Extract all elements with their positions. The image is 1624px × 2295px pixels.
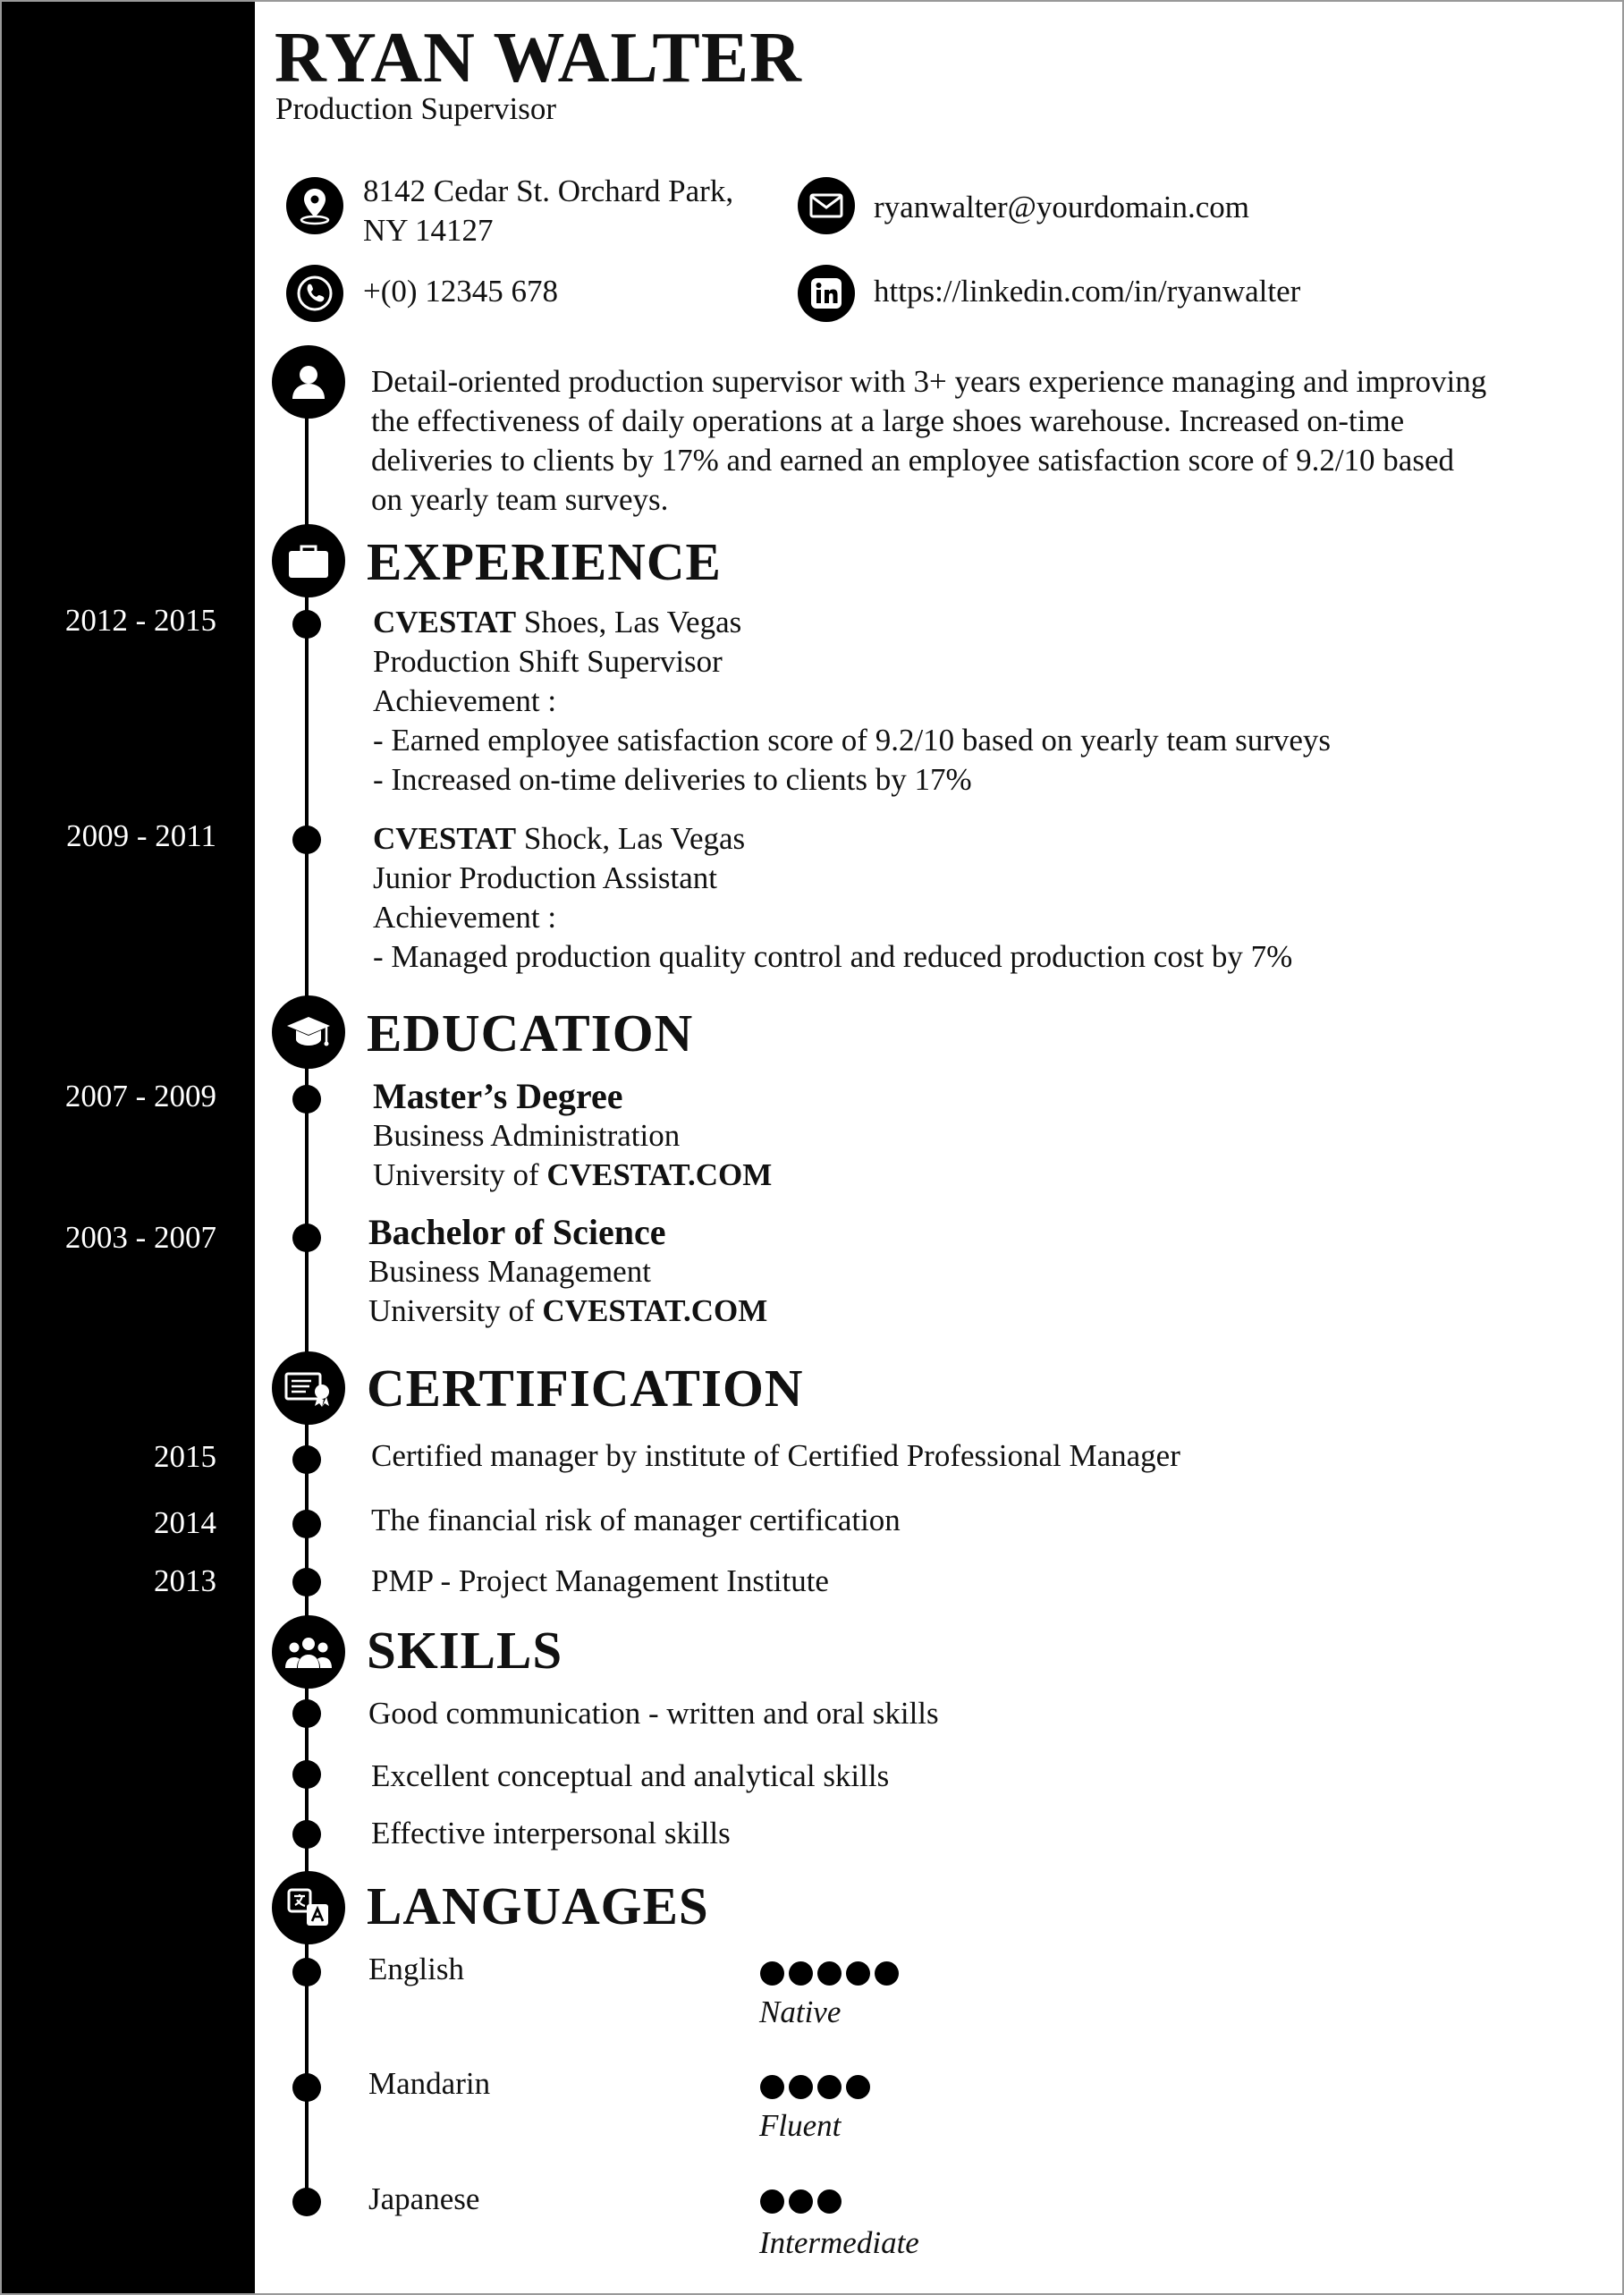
rating-dot — [760, 2075, 784, 2099]
phone: +(0) 12345 678 — [363, 274, 559, 309]
timeline-dot — [292, 1568, 321, 1596]
certificate-icon — [272, 1351, 345, 1425]
summary-line: on yearly team surveys. — [371, 482, 669, 517]
company-location: Shock, Las Vegas — [516, 821, 746, 856]
timeline-dot — [292, 1760, 321, 1789]
translate-icon — [272, 1871, 345, 1944]
profile-summary — [371, 362, 1486, 520]
languages-heading: LANGUAGES — [367, 1876, 709, 1935]
rating-dot — [760, 2189, 784, 2214]
certification-year: 2014 — [154, 1505, 216, 1540]
company-name: CVESTAT — [373, 605, 517, 639]
graduation-cap-icon — [272, 995, 345, 1069]
timeline-dot — [292, 1699, 321, 1728]
rating-dot — [789, 1961, 813, 1986]
rating-dot — [789, 2189, 813, 2214]
experience-entry — [373, 603, 1331, 800]
experience-dates: 2012 - 2015 — [64, 603, 216, 638]
role: Junior Production Assistant — [373, 860, 718, 895]
school-line — [368, 1291, 767, 1331]
job-title: Production Supervisor — [275, 91, 557, 126]
timeline-dot — [292, 1445, 321, 1474]
skill-item: Effective interpersonal skills — [371, 1816, 731, 1850]
skills-heading: SKILLS — [367, 1621, 563, 1680]
timeline-dot — [292, 2188, 321, 2216]
email[interactable]: ryanwalter@yourdomain.com — [874, 190, 1250, 224]
rating-dot — [817, 2075, 842, 2099]
language-rating — [760, 2189, 842, 2214]
experience-dates: 2009 - 2011 — [66, 818, 216, 853]
rating-dot — [817, 1961, 842, 1986]
company-line — [373, 819, 1292, 859]
timeline-dot — [292, 2073, 321, 2102]
summary-line: Detail-oriented production supervisor with 3+ years experience managing and improving — [371, 364, 1487, 399]
company-line — [373, 603, 1331, 642]
achievement-item: - Increased on-time deliveries to clients by 17% — [373, 762, 972, 797]
rating-dot — [817, 2189, 842, 2214]
certification-year: 2013 — [154, 1563, 216, 1598]
timeline-dot — [292, 610, 321, 639]
address-line-2: NY 14127 — [363, 213, 494, 248]
language-name: English — [368, 1952, 464, 1986]
candidate-name: RYAN WALTER — [275, 19, 802, 97]
timeline-dot — [292, 1820, 321, 1849]
degree: Bachelor of Science — [368, 1212, 666, 1252]
left-sidebar — [2, 2, 255, 2293]
rating-dot — [846, 1961, 870, 1986]
summary-line: deliveries to clients by 17% and earned an employee satisfaction score of 9.2/10 based — [371, 443, 1454, 478]
language-level: Fluent — [759, 2108, 842, 2143]
rating-dot — [846, 2075, 870, 2099]
skill-item: Good communication - written and oral skills — [368, 1696, 939, 1731]
team-icon — [272, 1615, 345, 1689]
linkedin-icon — [798, 265, 855, 322]
location-icon — [286, 177, 343, 234]
timeline-dot — [292, 1224, 321, 1252]
language-rating — [760, 2075, 870, 2099]
certification-item: Certified manager by institute of Certified Professional Manager — [371, 1438, 1180, 1473]
achievement-item: - Earned employee satisfaction score of 9.2/10 based on yearly team surveys — [373, 723, 1332, 758]
achievement-label: Achievement : — [373, 683, 557, 718]
certification-item: The financial risk of manager certification — [371, 1503, 901, 1537]
certification-year: 2015 — [154, 1439, 216, 1474]
email-icon — [798, 177, 855, 234]
experience-entry — [373, 819, 1292, 977]
education-dates: 2007 - 2009 — [64, 1079, 216, 1114]
person-icon — [272, 345, 345, 419]
address-line-1: 8142 Cedar St. Orchard Park, — [363, 174, 734, 208]
experience-heading: EXPERIENCE — [367, 532, 722, 591]
language-rating — [760, 1961, 899, 1986]
language-level: Native — [759, 1994, 842, 2029]
company-name: CVESTAT — [373, 821, 517, 856]
field-of-study: Business Administration — [373, 1118, 681, 1153]
rating-dot — [875, 1961, 899, 1986]
rating-dot — [789, 2075, 813, 2099]
degree: Master’s Degree — [373, 1076, 623, 1116]
timeline-dot — [292, 826, 321, 854]
education-entry — [368, 1213, 767, 1331]
achievement-item: - Managed production quality control and reduced production cost by 7% — [373, 939, 1293, 974]
timeline-dot — [292, 1510, 321, 1538]
field-of-study: Business Management — [368, 1254, 651, 1289]
rating-dot — [760, 1961, 784, 1986]
certification-item: PMP - Project Management Institute — [371, 1563, 829, 1598]
achievement-label: Achievement : — [373, 900, 557, 935]
phone-icon — [286, 265, 343, 322]
timeline-dot — [292, 1958, 321, 1986]
school-name: CVESTAT.COM — [542, 1293, 768, 1328]
company-location: Shoes, Las Vegas — [516, 605, 742, 639]
role: Production Shift Supervisor — [373, 644, 723, 679]
certification-heading: CERTIFICATION — [367, 1359, 804, 1418]
school-line — [373, 1156, 772, 1195]
education-dates: 2003 - 2007 — [64, 1220, 216, 1255]
education-entry — [373, 1077, 772, 1195]
education-heading: EDUCATION — [367, 1004, 694, 1063]
school-prefix: University of — [373, 1157, 547, 1192]
school-prefix: University of — [368, 1293, 543, 1328]
skill-item: Excellent conceptual and analytical skills — [371, 1758, 890, 1793]
language-name: Japanese — [368, 2181, 480, 2216]
timeline-dot — [292, 1085, 321, 1114]
briefcase-icon — [272, 524, 345, 597]
summary-line: the effectiveness of daily operations at a large shoes warehouse. Increased on-time — [371, 403, 1405, 438]
address — [363, 172, 733, 250]
language-level: Intermediate — [759, 2225, 919, 2260]
language-name: Mandarin — [368, 2066, 491, 2101]
linkedin-url[interactable]: https://linkedin.com/in/ryanwalter — [874, 274, 1301, 309]
school-name: CVESTAT.COM — [546, 1157, 773, 1192]
